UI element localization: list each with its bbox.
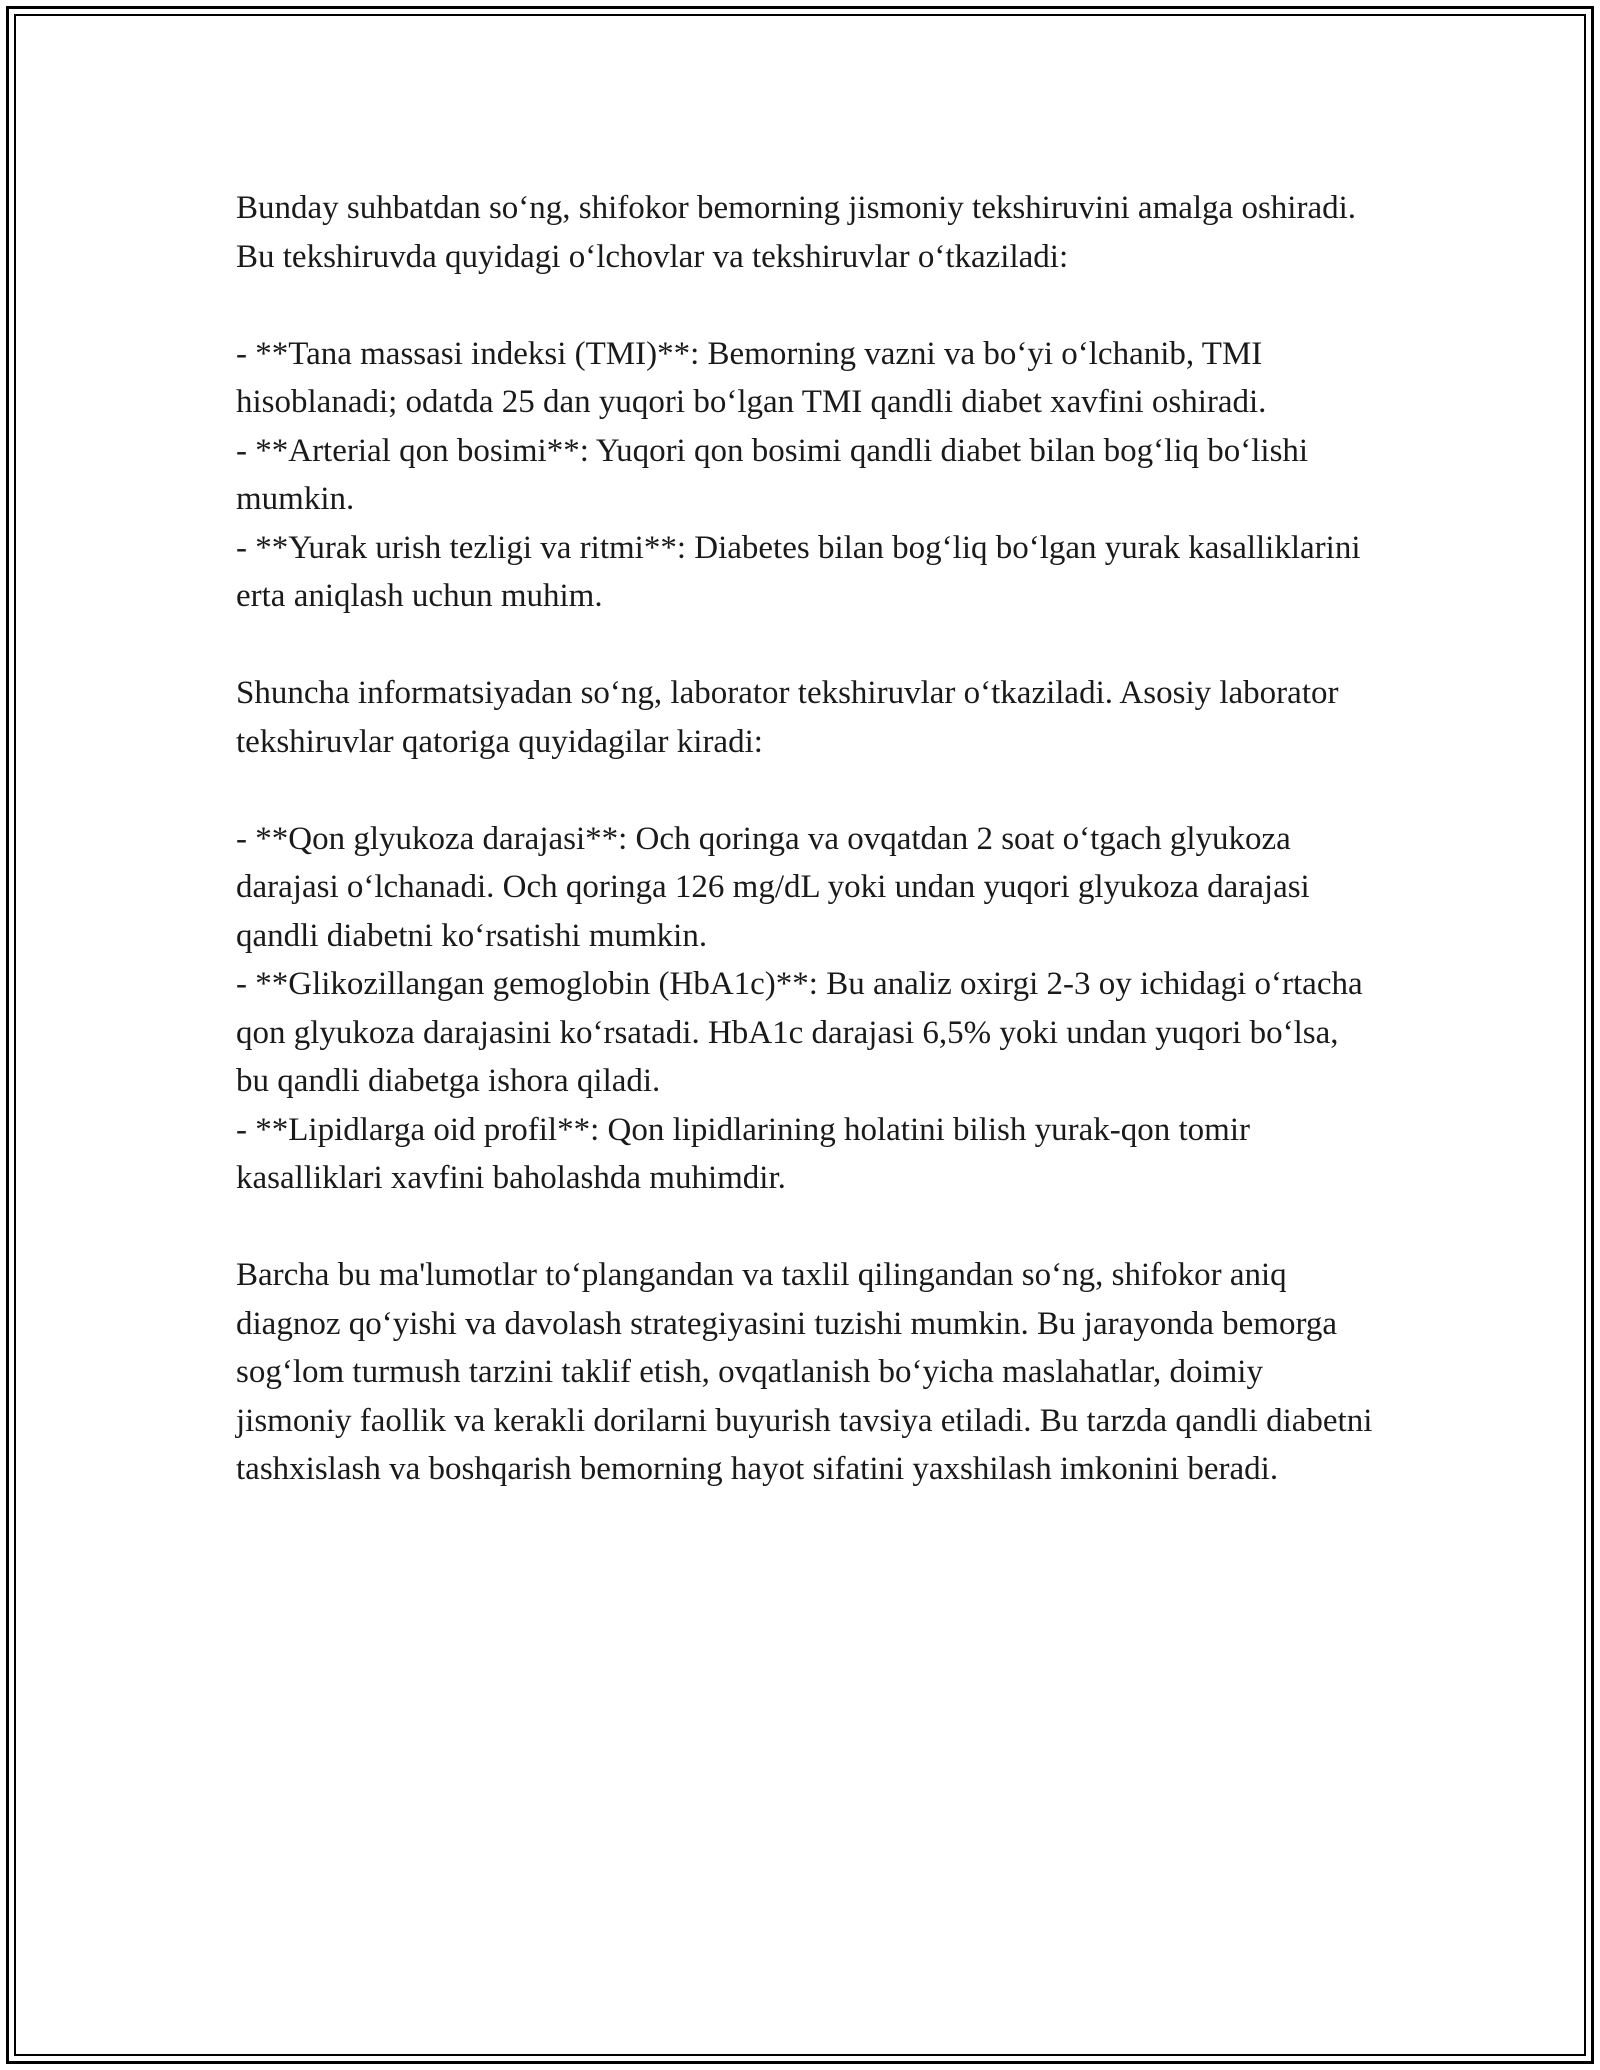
lab-tests-list xyxy=(236,815,1376,1203)
intro-paragraph: Bunday suhbatdan so‘ng, shifokor bemorning jismoniy tekshiruvini amalga oshiradi. Bu tekshiruvda quyidagi o‘lchovlar va tekshiruvlar o‘tkaziladi: xyxy=(236,190,1357,275)
conclusion-paragraph: Barcha bu ma'lumotlar to‘plangandan va taxlil qilingandan so‘ng, shifokor aniq diagnoz qo‘yishi va davolash strategiyasini tuzishi mumkin. Bu jarayonda bemorga sog‘lom turmush tarzini taklif etish, ovqatlanish bo‘yicha maslahatlar, doimiy jismoniy faollik va kerakli dorilarni buyurish tavsiya etiladi. Bu tarzda qandli diabetni tashxislash va boshqarish bemorning hayot sifatini yaxshilash imkonini beradi. xyxy=(236,1257,1373,1487)
lab-intro-paragraph: Shuncha informatsiyadan so‘ng, laborator tekshiruvlar o‘tkaziladi. Asosiy laborator tekshiruvlar qatoriga quyidagilar kiradi: xyxy=(236,675,1339,760)
physical-exam-list xyxy=(236,330,1376,621)
list-item: - **Tana massasi indeksi (TMI)**: Bemorning vazni va bo‘yi o‘lchanib, TMI hisoblanadi; odatda 25 dan yuqori bo‘lgan TMI qandli diabet xavfini oshiradi. xyxy=(236,335,1267,420)
list-item: - **Glikozillangan gemoglobin (HbA1c)**: Bu analiz oxirgi 2-3 oy ichidagi o‘rtacha qon glyukoza darajasini ko‘rsatadi. HbA1c darajasi 6,5% yoki undan yuqori bo‘lsa, bu qandli diabetga ishora qiladi. xyxy=(236,966,1363,1099)
list-item: - **Lipidlarga oid profil**: Qon lipidlarining holatini bilish yurak-qon tomir kasalliklari xavfini baholashda muhimdir. xyxy=(236,1111,1251,1196)
list-item: - **Yurak urish tezligi va ritmi**: Diabetes bilan bog‘liq bo‘lgan yurak kasalliklarini erta aniqlash uchun muhim. xyxy=(236,529,1361,614)
list-item: - **Arterial qon bosimi**: Yuqori qon bosimi qandli diabet bilan bog‘liq bo‘lishi mumkin. xyxy=(236,432,1309,517)
list-item: - **Qon glyukoza darajasi**: Och qoringa va ovqatdan 2 soat o‘tgach glyukoza darajasi o‘lchanadi. Och qoringa 126 mg/dL yoki undan yuqori glyukoza darajasi qandli diabetni ko‘rsatishi mumkin. xyxy=(236,820,1310,954)
document-body xyxy=(236,184,1376,1542)
